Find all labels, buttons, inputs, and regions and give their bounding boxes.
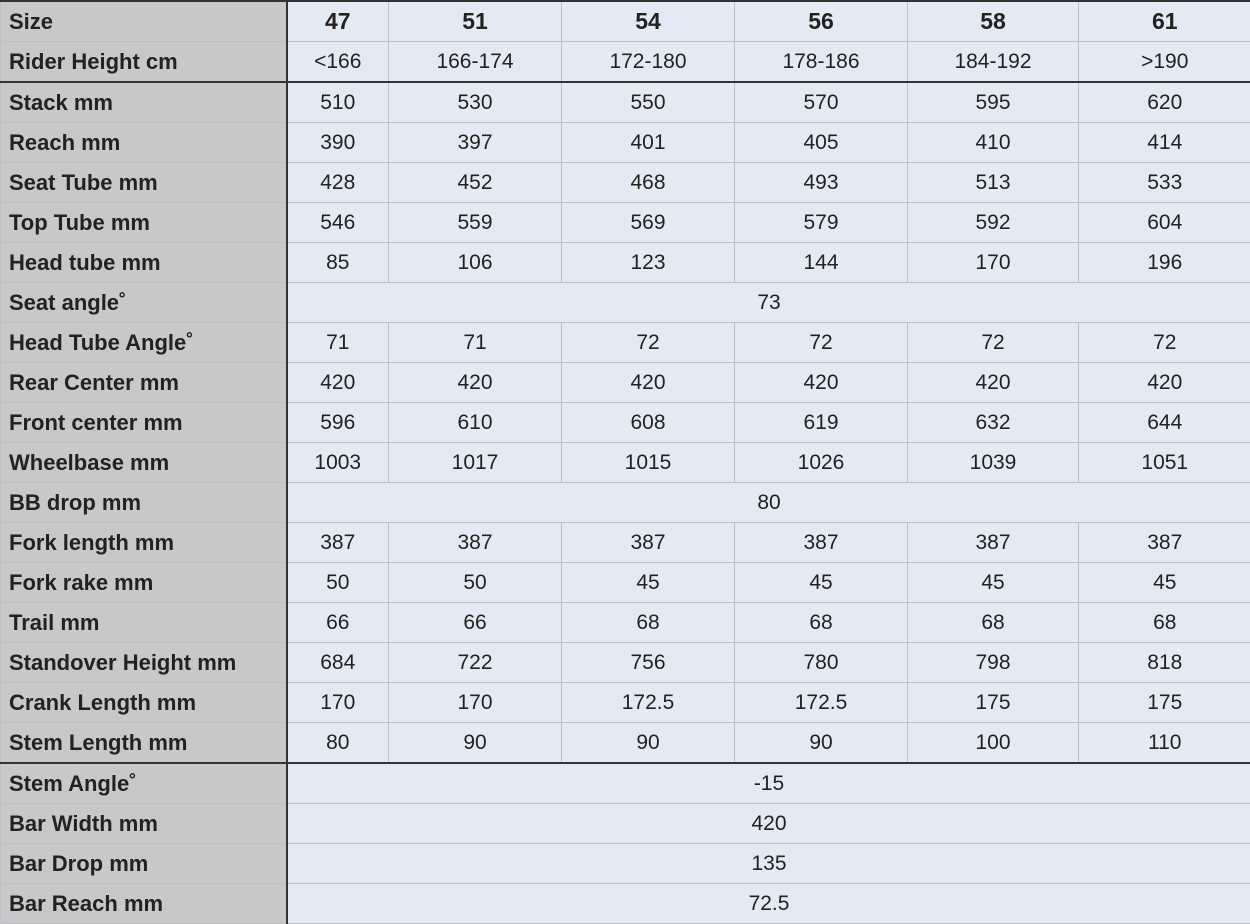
- value-cell: 71: [389, 323, 562, 363]
- value-cell: 45: [562, 563, 735, 603]
- table-row: [1, 163, 1250, 203]
- row-label: Trail mm: [1, 603, 287, 643]
- value-cell: 818: [1079, 643, 1250, 683]
- value-cell: 387: [287, 523, 389, 563]
- value-cell: 85: [287, 243, 389, 283]
- table-row: [1, 42, 1250, 83]
- value-cell: 66: [389, 603, 562, 643]
- value-cell: 595: [908, 82, 1079, 123]
- value-cell: 530: [389, 82, 562, 123]
- table-row: [1, 403, 1250, 443]
- value-cell: 45: [908, 563, 1079, 603]
- value-cell: 390: [287, 123, 389, 163]
- value-cell: 90: [562, 723, 735, 764]
- value-cell: 513: [908, 163, 1079, 203]
- value-cell: 90: [389, 723, 562, 764]
- value-cell: 533: [1079, 163, 1250, 203]
- table-row: [1, 804, 1250, 844]
- value-cell: 80: [287, 723, 389, 764]
- value-cell: 66: [287, 603, 389, 643]
- row-label: Rear Center mm: [1, 363, 287, 403]
- value-cell: 722: [389, 643, 562, 683]
- row-label: Bar Drop mm: [1, 844, 287, 884]
- value-cell: 45: [735, 563, 908, 603]
- row-label: Front center mm: [1, 403, 287, 443]
- value-cell: 166-174: [389, 42, 562, 83]
- value-cell: 68: [1079, 603, 1250, 643]
- size-cell: 58: [908, 1, 1079, 42]
- value-cell: 405: [735, 123, 908, 163]
- value-cell: 172.5: [562, 683, 735, 723]
- row-label: Top Tube mm: [1, 203, 287, 243]
- value-cell: >190: [1079, 42, 1250, 83]
- value-cell: 604: [1079, 203, 1250, 243]
- value-cell: 387: [389, 523, 562, 563]
- value-cell: 397: [389, 123, 562, 163]
- value-cell: 184-192: [908, 42, 1079, 83]
- value-cell: 387: [562, 523, 735, 563]
- value-cell: 72: [1079, 323, 1250, 363]
- value-cell: 570: [735, 82, 908, 123]
- row-label: Head Tube Angle˚: [1, 323, 287, 363]
- value-cell: 175: [908, 683, 1079, 723]
- size-header-label: Size: [1, 1, 287, 42]
- value-cell: 170: [389, 683, 562, 723]
- value-cell: 387: [908, 523, 1079, 563]
- row-label: Reach mm: [1, 123, 287, 163]
- value-cell: 420: [562, 363, 735, 403]
- value-cell: 1017: [389, 443, 562, 483]
- value-cell: 756: [562, 643, 735, 683]
- table-row: [1, 203, 1250, 243]
- value-cell: 1026: [735, 443, 908, 483]
- row-label: Fork rake mm: [1, 563, 287, 603]
- value-cell: 420: [908, 363, 1079, 403]
- value-cell: 684: [287, 643, 389, 683]
- value-cell: 546: [287, 203, 389, 243]
- row-label: Stem Angle˚: [1, 763, 287, 804]
- row-label: Stack mm: [1, 82, 287, 123]
- value-cell: 401: [562, 123, 735, 163]
- value-cell: 387: [735, 523, 908, 563]
- merged-value-cell: -15: [287, 763, 1250, 804]
- value-cell: 592: [908, 203, 1079, 243]
- value-cell: 90: [735, 723, 908, 764]
- value-cell: 387: [1079, 523, 1250, 563]
- merged-value-cell: 135: [287, 844, 1250, 884]
- table-row: [1, 563, 1250, 603]
- table-row: [1, 884, 1250, 924]
- value-cell: 1015: [562, 443, 735, 483]
- value-cell: 170: [908, 243, 1079, 283]
- table-row: [1, 123, 1250, 163]
- row-label: Bar Reach mm: [1, 884, 287, 924]
- value-cell: 196: [1079, 243, 1250, 283]
- value-cell: 452: [389, 163, 562, 203]
- value-cell: 550: [562, 82, 735, 123]
- table-row: [1, 363, 1250, 403]
- merged-value-cell: 80: [287, 483, 1250, 523]
- table-row: [1, 323, 1250, 363]
- value-cell: 420: [389, 363, 562, 403]
- value-cell: 610: [389, 403, 562, 443]
- value-cell: 644: [1079, 403, 1250, 443]
- size-cell: 61: [1079, 1, 1250, 42]
- value-cell: 50: [389, 563, 562, 603]
- merged-value-cell: 420: [287, 804, 1250, 844]
- value-cell: 620: [1079, 82, 1250, 123]
- row-label: Standover Height mm: [1, 643, 287, 683]
- value-cell: 632: [908, 403, 1079, 443]
- size-cell: 54: [562, 1, 735, 42]
- value-cell: 68: [735, 603, 908, 643]
- value-cell: 1039: [908, 443, 1079, 483]
- value-cell: 45: [1079, 563, 1250, 603]
- row-label: BB drop mm: [1, 483, 287, 523]
- table-row: [1, 723, 1250, 764]
- value-cell: <166: [287, 42, 389, 83]
- merged-value-cell: 73: [287, 283, 1250, 323]
- value-cell: 420: [735, 363, 908, 403]
- value-cell: 50: [287, 563, 389, 603]
- row-label: Bar Width mm: [1, 804, 287, 844]
- size-cell: 51: [389, 1, 562, 42]
- value-cell: 559: [389, 203, 562, 243]
- value-cell: 510: [287, 82, 389, 123]
- value-cell: 175: [1079, 683, 1250, 723]
- value-cell: 596: [287, 403, 389, 443]
- value-cell: 144: [735, 243, 908, 283]
- table-row: [1, 82, 1250, 123]
- value-cell: 1003: [287, 443, 389, 483]
- value-cell: 579: [735, 203, 908, 243]
- row-label: Stem Length mm: [1, 723, 287, 764]
- row-label: Rider Height cm: [1, 42, 287, 83]
- value-cell: 428: [287, 163, 389, 203]
- value-cell: 420: [287, 363, 389, 403]
- table-row: [1, 763, 1250, 804]
- value-cell: 68: [562, 603, 735, 643]
- value-cell: 172.5: [735, 683, 908, 723]
- table-row: [1, 283, 1250, 323]
- row-label: Fork length mm: [1, 523, 287, 563]
- size-header-row: [1, 1, 1250, 42]
- value-cell: 72: [908, 323, 1079, 363]
- value-cell: 619: [735, 403, 908, 443]
- table-row: [1, 683, 1250, 723]
- table-row: [1, 443, 1250, 483]
- merged-value-cell: 72.5: [287, 884, 1250, 924]
- row-label: Head tube mm: [1, 243, 287, 283]
- value-cell: 780: [735, 643, 908, 683]
- value-cell: 1051: [1079, 443, 1250, 483]
- value-cell: 68: [908, 603, 1079, 643]
- value-cell: 414: [1079, 123, 1250, 163]
- value-cell: 493: [735, 163, 908, 203]
- row-label: Crank Length mm: [1, 683, 287, 723]
- value-cell: 410: [908, 123, 1079, 163]
- row-label: Seat angle˚: [1, 283, 287, 323]
- value-cell: 123: [562, 243, 735, 283]
- table-row: [1, 603, 1250, 643]
- value-cell: 72: [735, 323, 908, 363]
- table-row: [1, 243, 1250, 283]
- value-cell: 106: [389, 243, 562, 283]
- value-cell: 110: [1079, 723, 1250, 764]
- size-cell: 56: [735, 1, 908, 42]
- value-cell: 71: [287, 323, 389, 363]
- row-label: Wheelbase mm: [1, 443, 287, 483]
- geometry-table-body: [1, 1, 1250, 924]
- value-cell: 178-186: [735, 42, 908, 83]
- table-row: [1, 523, 1250, 563]
- value-cell: 172-180: [562, 42, 735, 83]
- value-cell: 100: [908, 723, 1079, 764]
- size-cell: 47: [287, 1, 389, 42]
- row-label: Seat Tube mm: [1, 163, 287, 203]
- value-cell: 72: [562, 323, 735, 363]
- table-row: [1, 643, 1250, 683]
- value-cell: 420: [1079, 363, 1250, 403]
- table-row: [1, 483, 1250, 523]
- value-cell: 608: [562, 403, 735, 443]
- value-cell: 170: [287, 683, 389, 723]
- value-cell: 468: [562, 163, 735, 203]
- table-row: [1, 844, 1250, 884]
- value-cell: 798: [908, 643, 1079, 683]
- value-cell: 569: [562, 203, 735, 243]
